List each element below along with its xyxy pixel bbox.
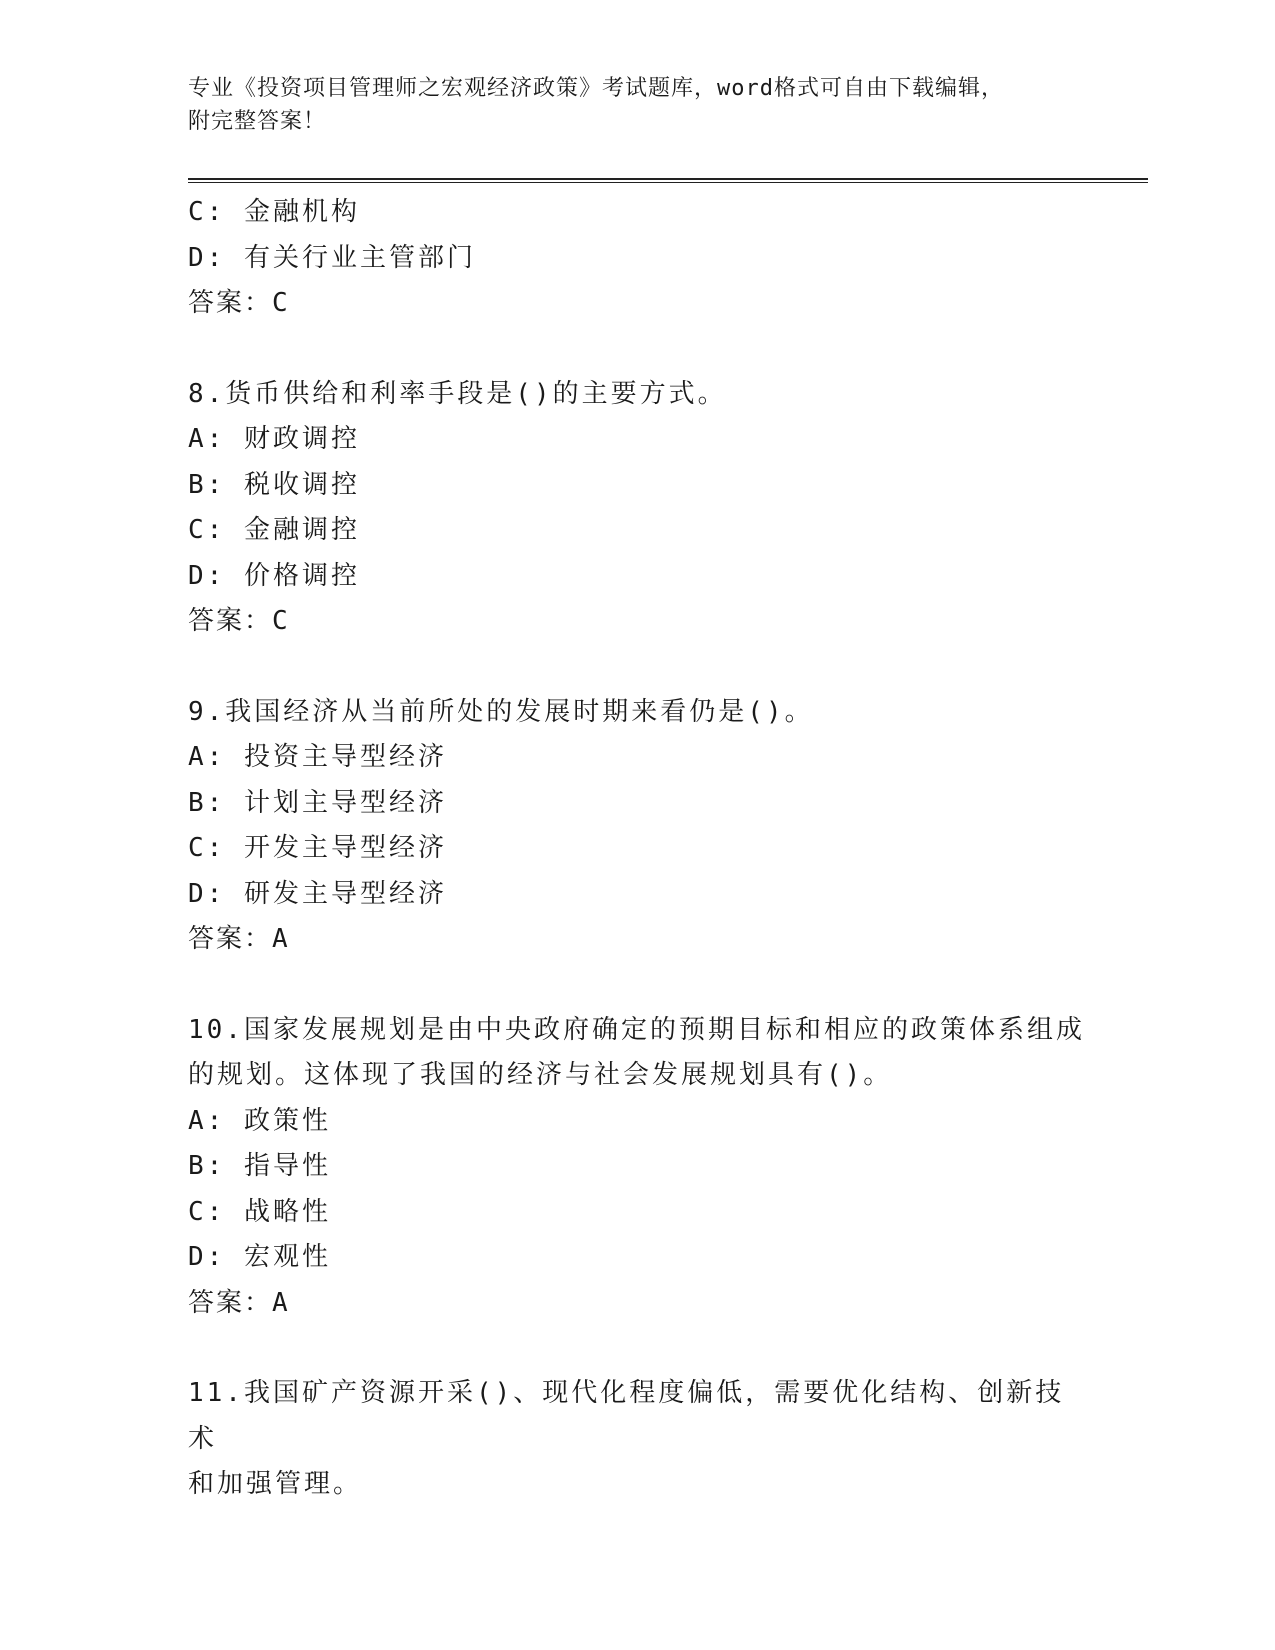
question-11 bbox=[188, 1371, 1088, 1508]
option-a: A: 投资主导型经济 bbox=[188, 742, 447, 772]
option-c: C: 金融调控 bbox=[188, 515, 360, 545]
header-divider bbox=[188, 178, 1148, 183]
answer-value: C bbox=[272, 606, 289, 636]
option-b: B: 计划主导型经济 bbox=[188, 787, 447, 818]
question-text: 8.货币供给和利率手段是()的主要方式。 bbox=[188, 378, 727, 409]
option-c: C: 金融机构 bbox=[188, 197, 360, 227]
answer-value: C bbox=[272, 288, 289, 318]
option-a: A: 财政调控 bbox=[188, 424, 360, 454]
question-8 bbox=[188, 372, 1088, 645]
option-d: D: 宏观性 bbox=[188, 1242, 331, 1272]
question-text-line-2: 和加强管理。 bbox=[188, 1469, 363, 1499]
question-9 bbox=[188, 690, 1088, 963]
option-a: A: 政策性 bbox=[188, 1105, 331, 1136]
document-header bbox=[188, 72, 1088, 138]
answer-line: 答案：A bbox=[188, 1287, 289, 1318]
answer-line: 答案：C bbox=[188, 288, 289, 318]
option-b: B: 税收调控 bbox=[188, 469, 360, 500]
question-7 bbox=[188, 190, 1088, 327]
header-line-1: 专业《投资项目管理师之宏观经济政策》考试题库，word格式可自由下载编辑， bbox=[188, 76, 1004, 101]
question-text-line-1: 10.国家发展规划是由中央政府确定的预期目标和相应的政策体系组成 bbox=[188, 1014, 1085, 1045]
header-line-2: 附完整答案！ bbox=[188, 109, 327, 134]
question-10 bbox=[188, 1008, 1088, 1327]
question-list bbox=[188, 190, 1088, 1508]
answer-line: 答案：C bbox=[188, 606, 289, 636]
answer-value: A bbox=[272, 1287, 289, 1318]
option-b: B: 指导性 bbox=[188, 1151, 331, 1181]
option-d: D: 研发主导型经济 bbox=[188, 878, 447, 909]
question-text-line-1: 11.我国矿产资源开采()、现代化程度偏低，需要优化结构、创新技术 bbox=[188, 1378, 1065, 1454]
question-text: 9.我国经济从当前所处的发展时期来看仍是()。 bbox=[188, 696, 814, 727]
answer-line: 答案：A bbox=[188, 924, 289, 954]
option-d: D: 价格调控 bbox=[188, 560, 360, 591]
option-c: C: 开发主导型经济 bbox=[188, 833, 447, 863]
option-d: D: 有关行业主管部门 bbox=[188, 242, 476, 273]
answer-value: A bbox=[272, 924, 289, 954]
option-c: C: 战略性 bbox=[188, 1196, 331, 1227]
question-text-line-2: 的规划。这体现了我国的经济与社会发展规划具有()。 bbox=[188, 1060, 893, 1090]
